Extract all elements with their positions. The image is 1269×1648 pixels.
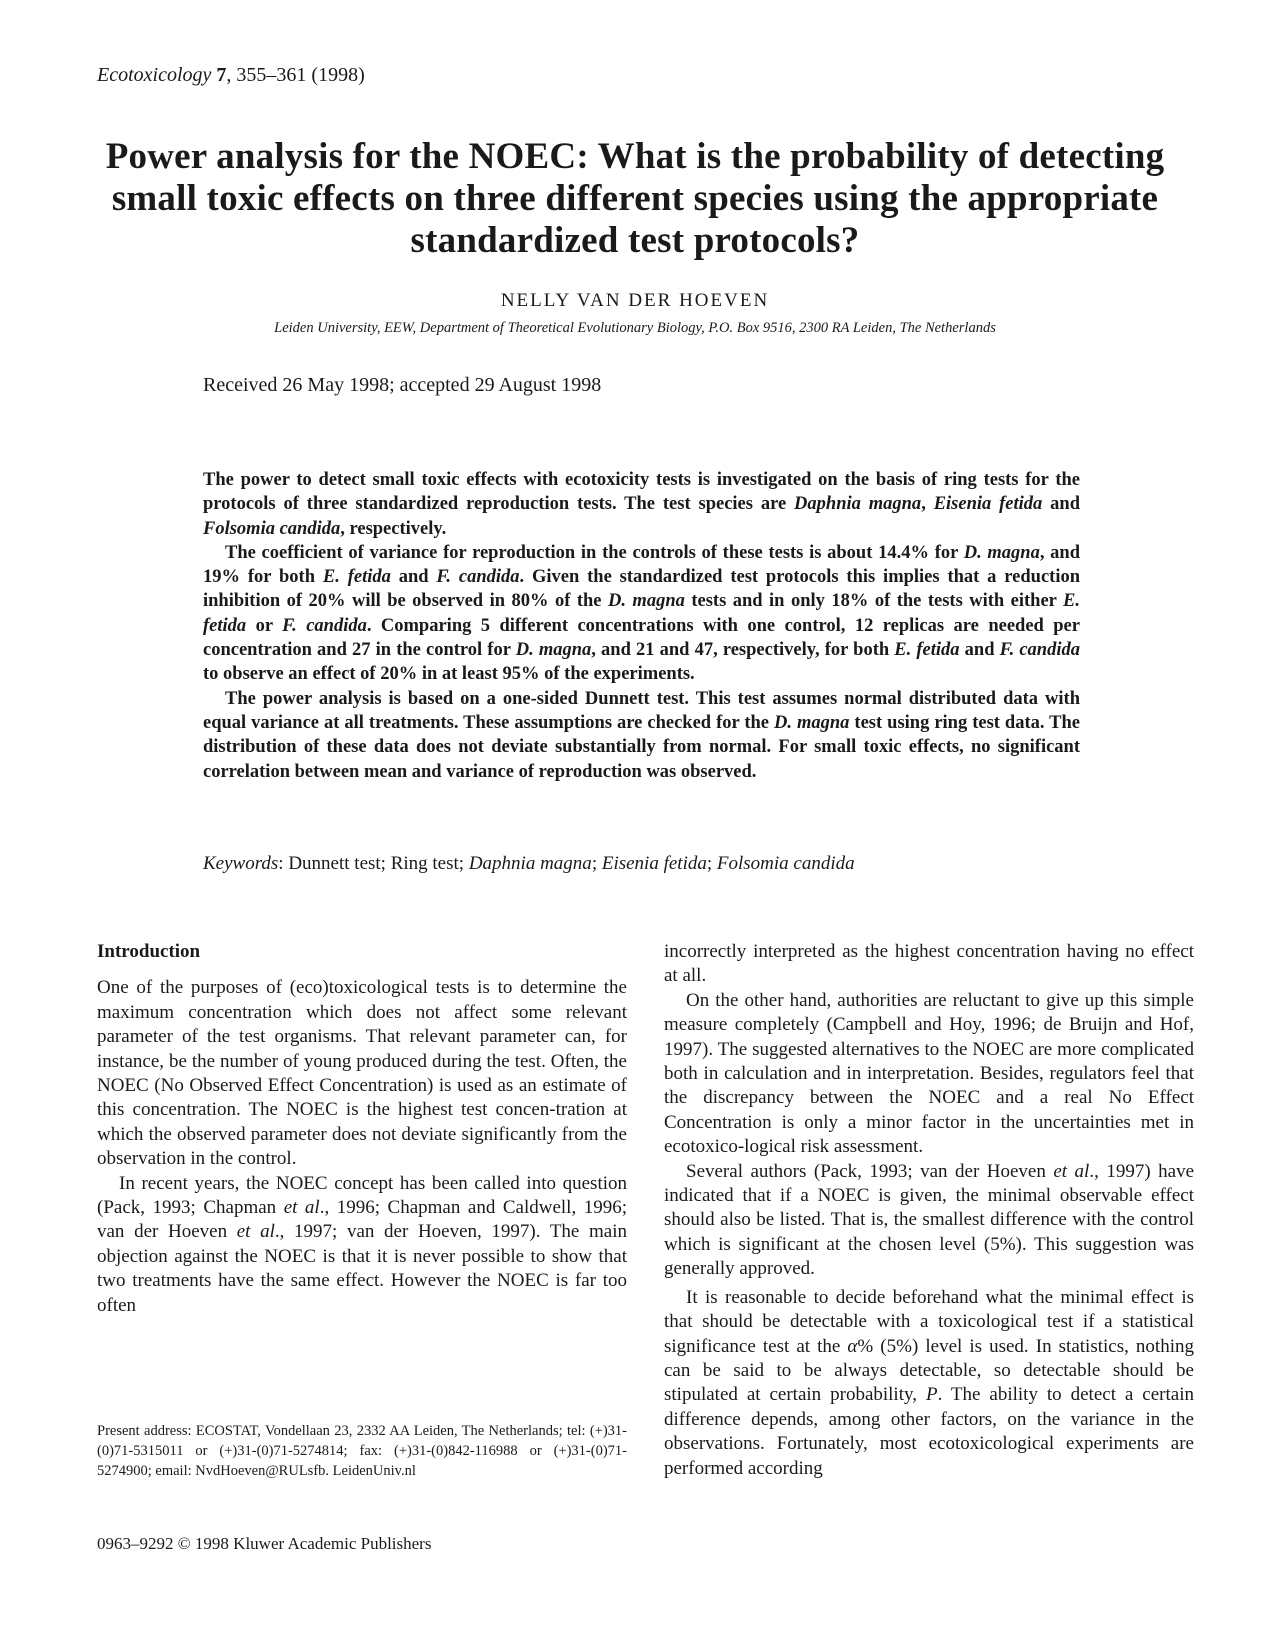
abstract-paragraph-1: The power to detect small toxic effects with ecotoxicity tests is investigated on the basis of ring tests for the protocols of three standardized reproduction tests. The test species are Daphnia magna, Eisenia fetida and Folsomia candida, respectively. <box>203 470 1080 539</box>
intro-paragraph-1: One of the purposes of (eco)toxicological tests is to determine the maximum concentration which does not affect some relevant parameter of the test organisms. That relevant parameter can, for instance, be the number of young produced during the test. Often, the NOEC (No Observed Effect Concentration) is used as an estimate of this concentration. The NOEC is the highest test concen-tration at which the observed parameter does not deviate significantly from the observation in the control. <box>97 977 627 1170</box>
author-name: NELLY VAN DER HOEVEN <box>500 290 770 311</box>
journal-pages: 355–361 (1998) <box>236 64 365 86</box>
footnote-present-address: Present address: ECOSTAT, Vondellaan 23, 2332 AA Leiden, The Netherlands; tel: (+)31-(0)71-5315011 or (+)31-(0)71-5274814; fax: (+)31-(0)842-116988 or (+)31-(0)71-5274900; email: NvdHoeven@RULsfb. LeidenUniv.nl <box>97 1423 627 1479</box>
abstract-paragraph-3: The power analysis is based on a one-sided Dunnett test. This test assumes normal distributed data with equal variance at all treatments. These assumptions are checked for the D. magna test using ring test data. The distribution of these data does not deviate substantially from normal. For small toxic effects, no significant correlation between mean and variance of reproduction was observed. <box>203 688 1081 782</box>
journal-volume: 7 <box>216 64 227 86</box>
right-paragraph-continued: incorrectly interpreted as the highest concentration having no effect at all. <box>664 941 1194 987</box>
journal-citation: Ecotoxicology 7, 355–361 (1998) <box>97 64 365 86</box>
abstract-paragraph-2: The coefficient of variance for reproduction in the controls of these tests is about 14.4% for D. magna, and 19% for both E. fetida and F. candida. Given the standardized test protocols this implies that a reduction inhibition of 20% will be observed in 80% of the D. magna tests and in only 18% of the tests with either E. fetida or F. candida. Comparing 5 different concentrations with one control, 12 replicas are needed per concentration and 27 in the control for D. magna, and 21 and 47, respectively, for both E. fetida and F. candida to observe an effect of 20% in at least 95% of the experiments. <box>203 542 1081 685</box>
paper-title: Power analysis for the NOEC: What is the probability of detecting small toxic effects on three different species using the appropriate standardized test protocols? <box>105 136 1165 261</box>
right-paragraph-2: Several authors (Pack, 1993; van der Hoeven et al., 1997) have indicated that if a NOEC is given, the minimal observable effect should also be listed. That is, the smallest difference with the control which is significant at the chosen level (5%). This suggestion was generally approved. <box>664 1160 1194 1280</box>
right-column <box>664 940 1194 1481</box>
received-date: Received 26 May 1998; accepted 29 August 1998 <box>203 374 602 396</box>
left-column <box>97 940 627 1318</box>
copyright-line: 0963–9292 © 1998 Kluwer Academic Publishers <box>97 1534 432 1553</box>
abstract <box>203 468 1080 784</box>
journal-name: Ecotoxicology <box>97 64 212 86</box>
keywords: Keywords: Dunnett test; Ring test; Daphnia magna; Eisenia fetida; Folsomia candida <box>203 853 855 874</box>
author-affiliation: Leiden University, EEW, Department of Theoretical Evolutionary Biology, P.O. Box 9516, 2300 RA Leiden, The Netherlands <box>274 320 996 336</box>
right-paragraph-1: On the other hand, authorities are reluctant to give up this simple measure completely (Campbell and Hoy, 1996; de Bruijn and Hof, 1997). The suggested alternatives to the NOEC are more complicated both in calculation and in interpretation. Besides, regulators feel that the discrepancy between the NOEC and a real No Effect Concentration is only a minor factor in the uncertainties met in ecotoxico-logical risk assessment. <box>664 989 1194 1158</box>
intro-paragraph-2: In recent years, the NOEC concept has been called into question (Pack, 1993; Chapman et al., 1996; Chapman and Caldwell, 1996; van der Hoeven et al., 1997; van der Hoeven, 1997). The main objection against the NOEC is that it is never possible to show that two treatments have the same effect. However the NOEC is far too often <box>97 1172 628 1316</box>
section-heading-introduction: Introduction <box>97 941 201 962</box>
right-paragraph-3: It is reasonable to decide beforehand what the minimal effect is that should be detectable with a toxicological test if a statistical significance test at the α% (5%) level is used. In statistics, nothing can be said to be always detectable, so detectable should be stipulated at certain probability, P. The ability to detect a certain difference depends, among other factors, on the variance in the observations. Fortunately, most ecotoxicological experiments are performed according <box>664 1286 1194 1479</box>
